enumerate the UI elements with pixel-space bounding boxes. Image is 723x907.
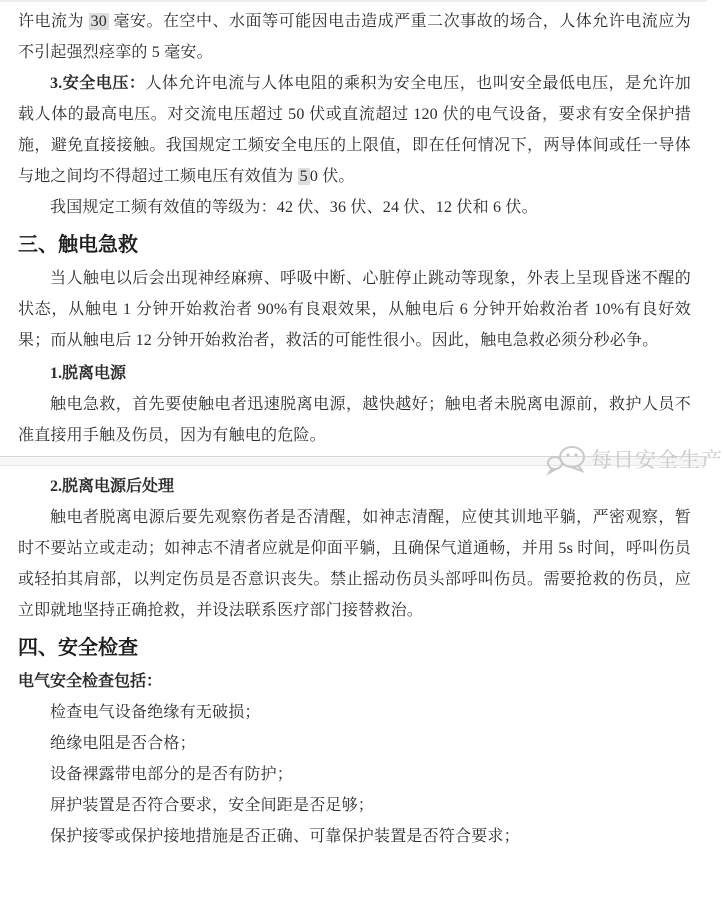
paragraph-allowed-current <box>18 6 691 68</box>
checks-title: 电气安全检查包括： <box>18 673 163 690</box>
paragraph-voltage-grades: 我国规定工频有效值的等级为：42 伏、36 伏、24 伏、12 伏和 6 伏。 <box>50 199 538 216</box>
text-run: 0 伏。 <box>309 168 355 185</box>
highlighted-value-30: 30 <box>90 13 107 30</box>
watermark-label: 每日安全生产 <box>591 448 723 472</box>
subheading-disconnect-power: 1.脱离电源 <box>50 365 127 382</box>
check-item: 设备裸露带电部分的是否有防护； <box>50 766 294 783</box>
check-item: 屏护装置是否符合要求，安全间距是否足够； <box>50 797 375 814</box>
paragraph-safe-voltage <box>18 68 691 192</box>
page-break-divider <box>0 456 707 466</box>
paragraph-disconnect-power: 触电急救，首先要使触电者迅速脱离电源，越快越好；触电者未脱离电源前，救护人员不准直接用手触及伤员，因为有触电的危险。 <box>18 396 691 444</box>
text-run: 人体允许电流与人体电阻的乘积为安全电压，也叫安全最低电压，是允许加载人体的最高电压。对交流电压超过 50 伏或直流超过 120 伏的电气设备，要求有安全保护措施，避免直接接触。我国规定工频安全电压的上限值，即在任何情况下，两导体间或任一导体与地之间均不得超过工频电压有效值为 <box>18 75 691 185</box>
text-run: 许电流为 <box>18 13 89 30</box>
check-item: 保护接零或保护接地措施是否正确、可靠保护装置是否符合要求； <box>50 828 520 845</box>
text-run: 毫安。在空中、水面等可能因电击造成严重二次事故的场合，人体允许电流应为不引起强烈痉挛的 5 毫安。 <box>18 13 691 61</box>
section-heading-safety-inspection: 四、安全检查 <box>18 637 138 659</box>
check-item: 绝缘电阻是否合格； <box>50 735 196 752</box>
highlighted-value-5: 5 <box>299 168 308 185</box>
document-body <box>0 2 707 852</box>
term-safe-voltage: 3.安全电压： <box>50 75 146 92</box>
paragraph-after-disconnect: 触电者脱离电源后要先观察伤者是否清醒，如神志清醒，应使其训地平躺，严密观察，暂时不要站立或走动；如神志不清者应就是仰面平躺，且确保气道通畅，并用 5s 时间，呼叫伤员或轻拍其肩部，以判定伤员是否意识丧失。禁止摇动伤员头部呼叫伤员。需要抢救的伤员，应立即就地坚持正确抢救，并设法联系医疗部门接替救治。 <box>18 509 691 619</box>
paragraph-shock-symptoms: 当人触电以后会出现神经麻痹、呼吸中断、心脏停止跳动等现象，外表上呈现昏迷不醒的状态，从触电 1 分钟开始救治者 90%有良艰效果，从触电后 6 分钟开始救治者 10%有良好效果；而从触电后 12 分钟开始救治者，救活的可能性很小。因此，触电急救必须分秒必争。 <box>18 270 691 349</box>
subheading-after-disconnect: 2.脱离电源后处理 <box>50 478 175 495</box>
check-item: 检查电气设备绝缘有无破损； <box>50 704 261 721</box>
section-heading-electric-shock-first-aid: 三、触电急救 <box>18 234 138 256</box>
